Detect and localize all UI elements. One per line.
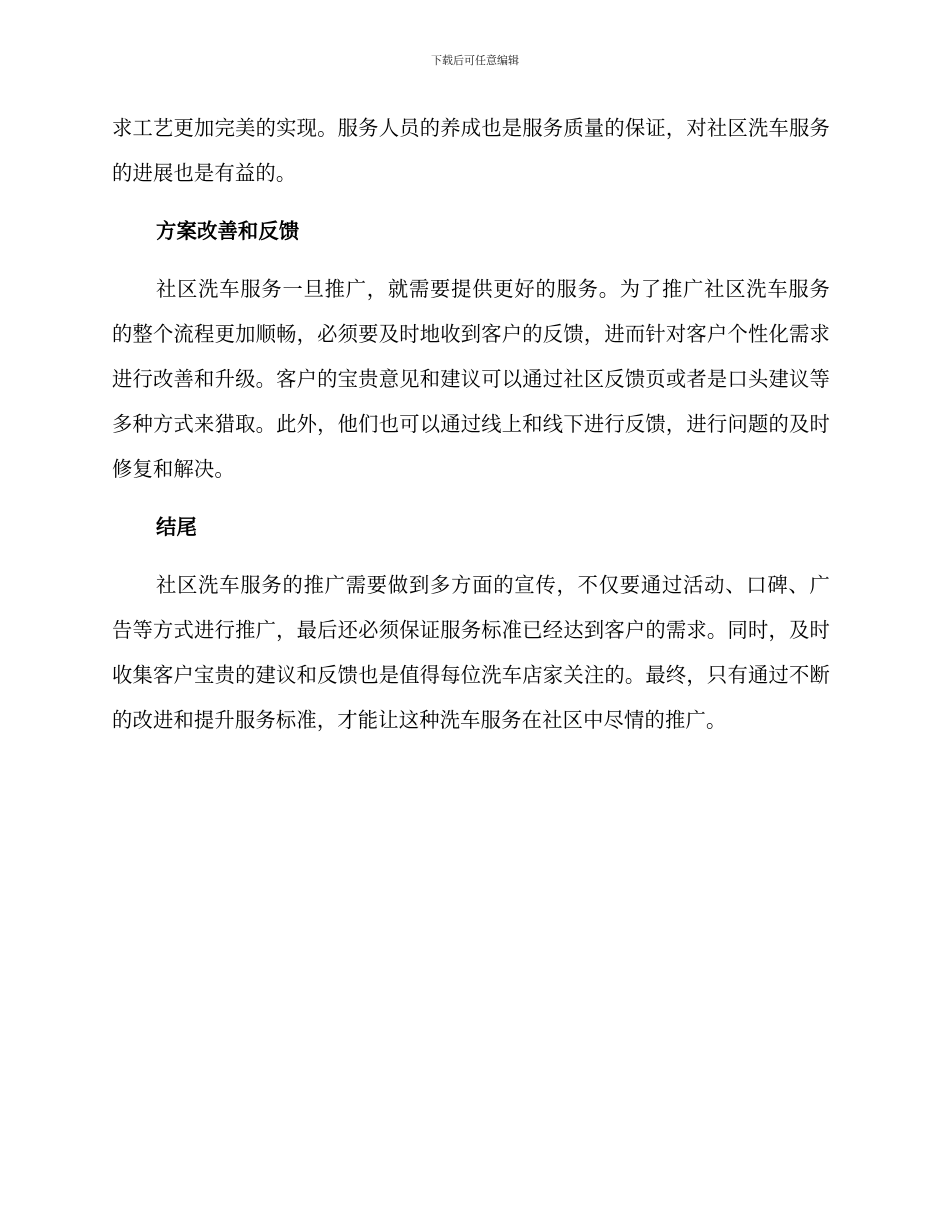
intro-continuation-paragraph: 求工艺更加完美的实现。服务人员的养成也是服务质量的保证，对社区洗车服务的进展也是有益的。: [112, 116, 830, 185]
header-note: 下载后可任意编辑: [431, 54, 519, 67]
paragraph-spacer: [112, 492, 830, 505]
conclusion-paragraph: 社区洗车服务的推广需要做到多方面的宣传，不仅要通过活动、口碑、广告等方式进行推广，最后还必须保证服务标准已经达到客户的需求。同时，及时收集客户宝贵的建议和反馈也是值得每位洗车店家关注的。最终，只有通过不断的改进和提升服务标准，才能让这种洗车服务在社区中尽情的推广。: [112, 573, 830, 732]
section-heading-conclusion: 结尾: [156, 515, 197, 539]
improvement-feedback-paragraph: 社区洗车服务一旦推广，就需要提供更好的服务。为了推广社区洗车服务的整个流程更加顺畅，必须要及时地收到客户的反馈，进而针对客户个性化需求进行改善和升级。客户的宝贵意见和建议可以通过社区反馈页或者是口头建议等多种方式来猎取。此外，他们也可以通过线上和线下进行反馈，进行问题的及时修复和解决。: [112, 277, 830, 481]
document-body: [112, 106, 830, 743]
paragraph-spacer: [112, 550, 830, 563]
paragraph-spacer: [112, 254, 830, 267]
paragraph-spacer: [112, 196, 830, 209]
section-heading-improvement-feedback: 方案改善和反馈: [156, 219, 300, 243]
